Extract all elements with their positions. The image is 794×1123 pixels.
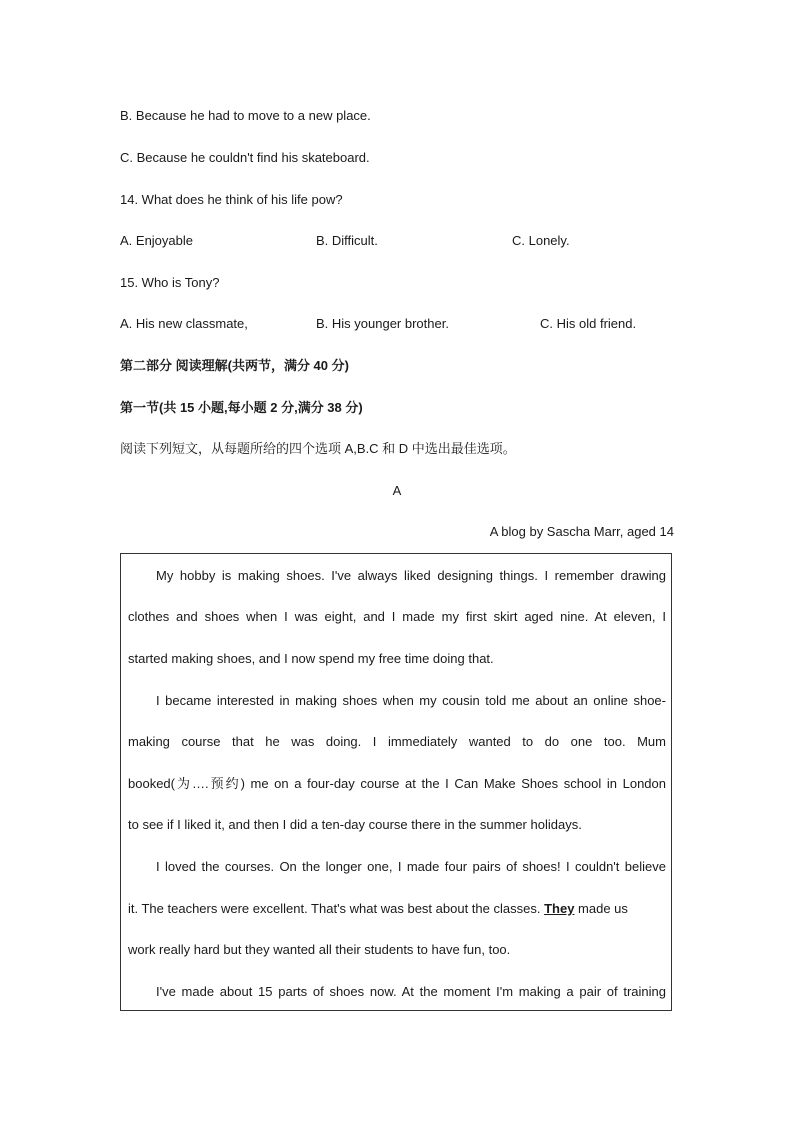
passage-line — [128, 901, 666, 917]
passage-label: A — [392, 483, 402, 498]
q15-option-c: C. His old friend. — [540, 316, 637, 331]
q13-option-c: C. Because he couldn't find his skateboard. — [120, 150, 370, 165]
q13-option-b: B. Because he had to move to a new place. — [120, 108, 371, 123]
q14-option-b: B. Difficult. — [316, 233, 378, 248]
passage-line-text: it. The teachers were excellent. That's what was best about the classes. — [128, 901, 541, 916]
q14-option-c: C. Lonely. — [512, 233, 570, 248]
reading-instruction: 阅读下列短文，从每题所给的四个选项 A,B.C 和 D 中选出最佳选项。 — [120, 441, 516, 456]
passage-box — [120, 553, 672, 1011]
section-heading: 第一节(共 15 小题,每小题 2 分,满分 38 分) — [120, 400, 363, 415]
q14-question: 14. What does he think of his life pow? — [120, 192, 343, 207]
q15-option-b: B. His younger brother. — [316, 316, 449, 331]
passage-line-text: made us — [578, 901, 628, 916]
passage-line: work really hard but they wanted all their students to have fun, too. — [128, 942, 511, 957]
passage-line: clothes and shoes when I was eight, and I made my first skirt aged nine. At eleven, I — [128, 609, 666, 624]
passage-line: making course that he was doing. I immediately wanted to do one too. Mum — [128, 734, 666, 749]
q15-question: 15. Who is Tony? — [120, 275, 220, 290]
underlined-word-they: They — [544, 901, 575, 916]
passage-line: My hobby is making shoes. I've always liked designing things. I remember drawing — [156, 568, 666, 583]
passage-line: to see if I liked it, and then I did a ten-day course there in the summer holidays. — [128, 817, 582, 832]
q14-option-a: A. Enjoyable — [120, 233, 193, 248]
passage-line: started making shoes, and I now spend my free time doing that. — [128, 651, 494, 666]
passage-line: I became interested in making shoes when my cousin told me about an online shoe- — [156, 693, 666, 708]
passage-line: I've made about 15 parts of shoes now. At the moment I'm making a pair of training — [156, 984, 666, 999]
part-heading: 第二部分 阅读理解(共两节，满分 40 分) — [120, 358, 349, 373]
passage-byline: A blog by Sascha Marr, aged 14 — [489, 524, 674, 539]
q15-option-a: A. His new classmate, — [120, 316, 248, 331]
passage-line: booked(为….预约) me on a four-day course at the I Can Make Shoes school in London — [128, 776, 666, 791]
passage-line: I loved the courses. On the longer one, I made four pairs of shoes! I couldn't believe — [156, 859, 666, 874]
